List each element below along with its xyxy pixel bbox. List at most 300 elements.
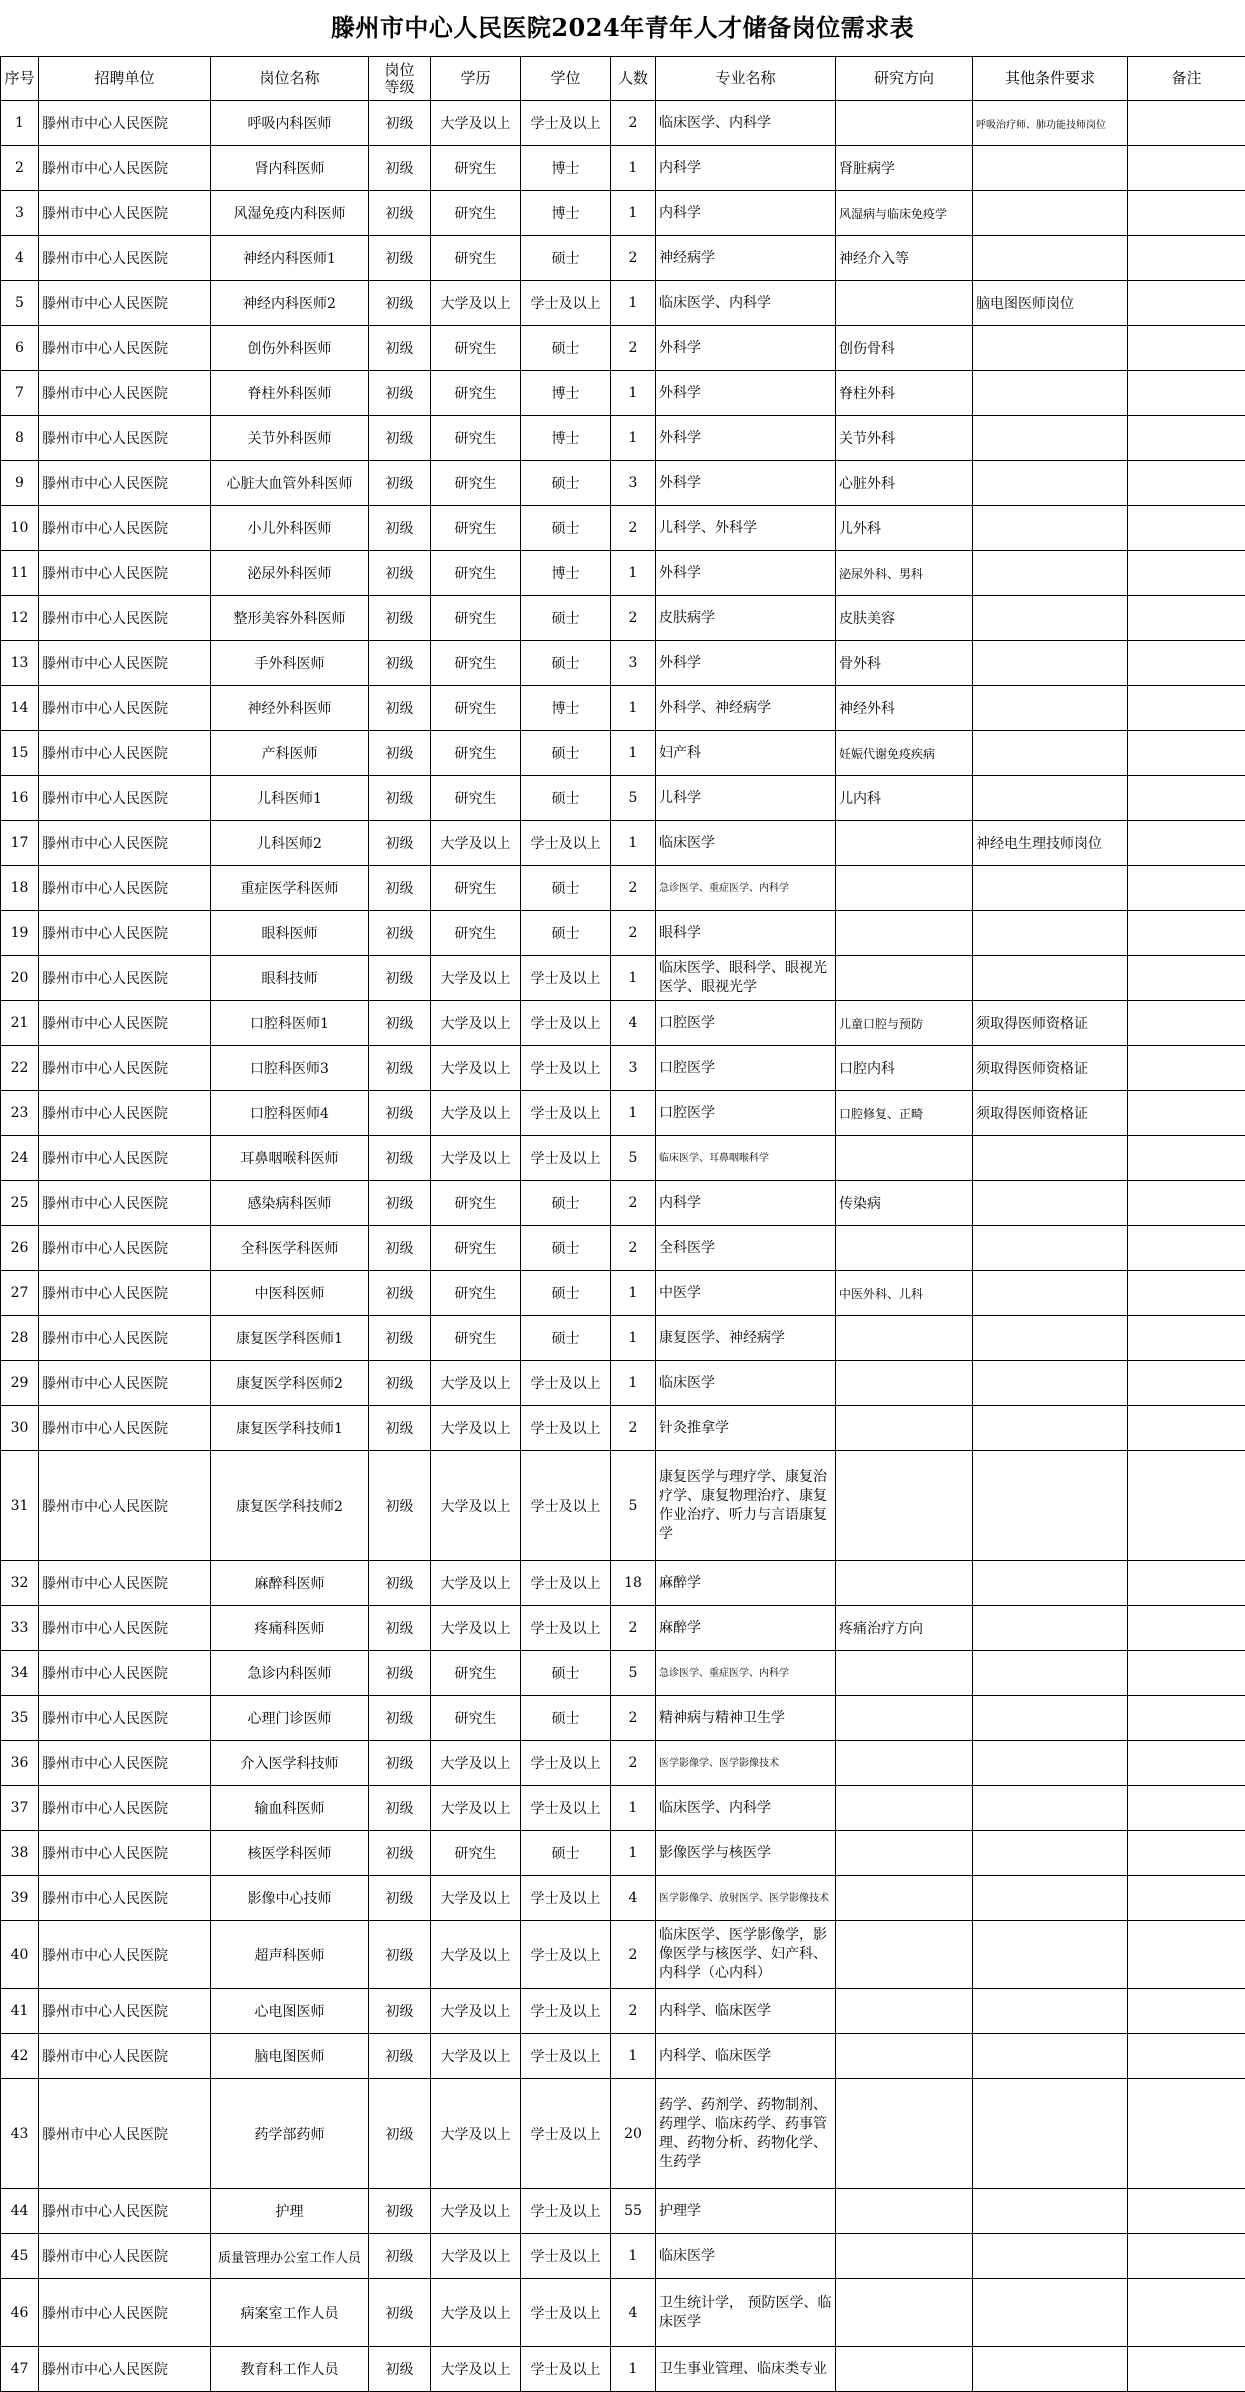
table-cell: 初级 <box>369 2279 431 2347</box>
table-cell: 初级 <box>369 551 431 596</box>
table-cell <box>973 506 1128 551</box>
table-row <box>1 1226 1245 1271</box>
table-cell: 研究生 <box>431 461 521 506</box>
table-cell <box>1128 2347 1245 2392</box>
table-cell: 滕州市中心人民医院 <box>39 911 211 956</box>
table-cell: 35 <box>1 1696 39 1741</box>
table-cell: 初级 <box>369 1561 431 1606</box>
table-cell <box>836 1406 973 1451</box>
table-cell: 皮肤病学 <box>656 596 836 641</box>
table-cell: 护理学 <box>656 2189 836 2234</box>
table-cell <box>1128 1046 1245 1091</box>
table-cell: 口腔修复、正畸 <box>836 1091 973 1136</box>
table-cell: 泌尿外科医师 <box>211 551 369 596</box>
table-cell: 肾脏病学 <box>836 146 973 191</box>
table-cell: 硕士 <box>521 1316 611 1361</box>
table-cell: 康复医学科医师2 <box>211 1361 369 1406</box>
table-cell: 初级 <box>369 1451 431 1561</box>
table-cell: 学士及以上 <box>521 1451 611 1561</box>
table-cell <box>1128 146 1245 191</box>
table-cell: 研究生 <box>431 866 521 911</box>
table-cell: 滕州市中心人民医院 <box>39 2347 211 2392</box>
table-cell <box>836 956 973 1001</box>
table-cell: 关节外科医师 <box>211 416 369 461</box>
table-cell <box>1128 776 1245 821</box>
table-cell: 硕士 <box>521 1181 611 1226</box>
table-cell: 18 <box>1 866 39 911</box>
table-cell: 滕州市中心人民医院 <box>39 956 211 1001</box>
table-cell: 3 <box>611 1046 656 1091</box>
table-cell <box>836 1786 973 1831</box>
table-cell: 5 <box>611 1651 656 1696</box>
table-cell <box>836 1136 973 1181</box>
table-cell: 2 <box>611 1989 656 2034</box>
table-cell: 脑电图医师岗位 <box>973 281 1128 326</box>
table-cell <box>836 1561 973 1606</box>
table-cell: 初级 <box>369 191 431 236</box>
table-cell: 23 <box>1 1091 39 1136</box>
table-cell: 大学及以上 <box>431 1001 521 1046</box>
table-cell: 须取得医师资格证 <box>973 1046 1128 1091</box>
table-cell: 滕州市中心人民医院 <box>39 506 211 551</box>
table-cell <box>973 1876 1128 1921</box>
table-cell: 学士及以上 <box>521 1921 611 1989</box>
table-cell: 2 <box>611 1741 656 1786</box>
table-cell: 针灸推拿学 <box>656 1406 836 1451</box>
table-cell <box>1128 2234 1245 2279</box>
table-cell <box>973 2234 1128 2279</box>
table-cell: 1 <box>611 191 656 236</box>
table-cell: 1 <box>611 686 656 731</box>
table-row <box>1 866 1245 911</box>
table-cell: 大学及以上 <box>431 1046 521 1091</box>
table-row <box>1 1271 1245 1316</box>
table-cell <box>1128 731 1245 776</box>
table-cell: 全科医学科医师 <box>211 1226 369 1271</box>
table-cell: 滕州市中心人民医院 <box>39 1696 211 1741</box>
table-cell: 20 <box>611 2079 656 2189</box>
table-cell: 博士 <box>521 416 611 461</box>
table-cell <box>836 821 973 866</box>
table-cell: 硕士 <box>521 911 611 956</box>
table-cell: 38 <box>1 1831 39 1876</box>
table-cell: 2 <box>611 326 656 371</box>
table-cell: 临床医学 <box>656 1361 836 1406</box>
table-cell: 儿科医师2 <box>211 821 369 866</box>
table-cell: 骨外科 <box>836 641 973 686</box>
table-cell: 2 <box>1 146 39 191</box>
table-cell <box>1128 641 1245 686</box>
table-cell: 外科学 <box>656 641 836 686</box>
table-cell: 滕州市中心人民医院 <box>39 191 211 236</box>
table-cell: 15 <box>1 731 39 776</box>
table-cell: 心脏外科 <box>836 461 973 506</box>
table-cell: 学士及以上 <box>521 2234 611 2279</box>
table-cell: 初级 <box>369 956 431 1001</box>
table-cell: 大学及以上 <box>431 1989 521 2034</box>
table-cell: 研究生 <box>431 1831 521 1876</box>
table-cell: 初级 <box>369 911 431 956</box>
table-cell: 整形美容外科医师 <box>211 596 369 641</box>
table-cell: 中医外科、儿科 <box>836 1271 973 1316</box>
table-cell <box>973 1226 1128 1271</box>
table-cell: 2 <box>611 911 656 956</box>
table-cell: 创伤骨科 <box>836 326 973 371</box>
table-cell: 初级 <box>369 2034 431 2079</box>
table-cell: 3 <box>611 461 656 506</box>
table-cell: 硕士 <box>521 1831 611 1876</box>
table-row <box>1 506 1245 551</box>
table-cell: 中医学 <box>656 1271 836 1316</box>
table-cell: 医学影像学、医学影像技术 <box>656 1741 836 1786</box>
table-cell: 30 <box>1 1406 39 1451</box>
table-cell: 滕州市中心人民医院 <box>39 1606 211 1651</box>
table-cell: 创伤外科医师 <box>211 326 369 371</box>
table-cell: 大学及以上 <box>431 1406 521 1451</box>
table-cell: 大学及以上 <box>431 2279 521 2347</box>
table-cell <box>973 461 1128 506</box>
table-cell <box>973 1361 1128 1406</box>
table-cell: 神经内科医师1 <box>211 236 369 281</box>
table-cell: 5 <box>1 281 39 326</box>
table-cell <box>1128 1271 1245 1316</box>
table-row <box>1 596 1245 641</box>
table-cell: 手外科医师 <box>211 641 369 686</box>
table-cell: 7 <box>1 371 39 416</box>
table-cell <box>1128 596 1245 641</box>
table-cell: 研究生 <box>431 371 521 416</box>
table-cell <box>973 1921 1128 1989</box>
table-cell <box>836 1696 973 1741</box>
table-cell <box>973 731 1128 776</box>
table-cell: 47 <box>1 2347 39 2392</box>
table-cell <box>973 416 1128 461</box>
table-cell: 3 <box>611 641 656 686</box>
table-cell: 学士及以上 <box>521 2279 611 2347</box>
table-cell: 康复医学与理疗学、康复治疗学、康复物理治疗、康复作业治疗、听力与言语康复学 <box>656 1451 836 1561</box>
table-cell: 滕州市中心人民医院 <box>39 461 211 506</box>
table-cell: 1 <box>611 551 656 596</box>
table-cell: 滕州市中心人民医院 <box>39 1921 211 1989</box>
table-cell: 儿童口腔与预防 <box>836 1001 973 1046</box>
table-cell <box>836 2079 973 2189</box>
table-cell <box>1128 1741 1245 1786</box>
table-row <box>1 1361 1245 1406</box>
table-cell: 儿科学 <box>656 776 836 821</box>
table-cell: 外科学、神经病学 <box>656 686 836 731</box>
table-cell: 研究生 <box>431 551 521 596</box>
table-cell: 重症医学科医师 <box>211 866 369 911</box>
table-cell: 初级 <box>369 371 431 416</box>
table-cell <box>973 2279 1128 2347</box>
header-row <box>1 57 1245 101</box>
table-cell: 妇产科 <box>656 731 836 776</box>
table-cell: 滕州市中心人民医院 <box>39 1316 211 1361</box>
table-cell <box>1128 371 1245 416</box>
table-cell: 临床医学、医学影像学，影像医学与核医学、妇产科、内科学（心内科） <box>656 1921 836 1989</box>
table-cell: 研究生 <box>431 731 521 776</box>
table-row <box>1 101 1245 146</box>
table-cell: 全科医学 <box>656 1226 836 1271</box>
table-cell: 硕士 <box>521 641 611 686</box>
header-cell: 其他条件要求 <box>973 57 1128 101</box>
table-cell: 卫生事业管理、临床类专业 <box>656 2347 836 2392</box>
table-cell: 1 <box>611 1361 656 1406</box>
table-cell: 初级 <box>369 1271 431 1316</box>
table-cell: 33 <box>1 1606 39 1651</box>
table-cell: 研究生 <box>431 1181 521 1226</box>
table-cell: 学士及以上 <box>521 2347 611 2392</box>
table-cell: 2 <box>611 1226 656 1271</box>
table-cell: 学士及以上 <box>521 2189 611 2234</box>
table-cell: 大学及以上 <box>431 1451 521 1561</box>
table-cell: 滕州市中心人民医院 <box>39 1226 211 1271</box>
table-cell: 初级 <box>369 101 431 146</box>
table-cell <box>973 236 1128 281</box>
table-row <box>1 1406 1245 1451</box>
table-row <box>1 1606 1245 1651</box>
table-cell: 18 <box>611 1561 656 1606</box>
table-cell: 大学及以上 <box>431 2347 521 2392</box>
table-cell: 16 <box>1 776 39 821</box>
table-cell <box>1128 1001 1245 1046</box>
table-cell: 初级 <box>369 1136 431 1181</box>
table-cell: 研究生 <box>431 596 521 641</box>
table-cell: 研究生 <box>431 1271 521 1316</box>
table-cell: 泌尿外科、男科 <box>836 551 973 596</box>
table-cell: 硕士 <box>521 776 611 821</box>
table-cell: 5 <box>611 776 656 821</box>
table-cell: 外科学 <box>656 371 836 416</box>
table-row <box>1 2189 1245 2234</box>
table-cell <box>973 1136 1128 1181</box>
table-cell: 外科学 <box>656 326 836 371</box>
table-cell: 研究生 <box>431 1226 521 1271</box>
table-row <box>1 1451 1245 1561</box>
table-cell: 神经外科 <box>836 686 973 731</box>
table-cell <box>1128 1921 1245 1989</box>
table-cell: 神经介入等 <box>836 236 973 281</box>
table-row <box>1 461 1245 506</box>
table-cell <box>973 956 1128 1001</box>
table-cell: 初级 <box>369 1316 431 1361</box>
header-cell: 研究方向 <box>836 57 973 101</box>
table-cell: 硕士 <box>521 731 611 776</box>
table-cell <box>973 146 1128 191</box>
table-cell <box>973 641 1128 686</box>
table-cell: 2 <box>611 866 656 911</box>
table-cell: 大学及以上 <box>431 1091 521 1136</box>
table-cell <box>836 2234 973 2279</box>
table-cell: 研究生 <box>431 776 521 821</box>
table-cell: 研究生 <box>431 1316 521 1361</box>
table-cell: 25 <box>1 1181 39 1226</box>
table-cell: 学士及以上 <box>521 956 611 1001</box>
table-cell <box>973 1831 1128 1876</box>
table-cell: 博士 <box>521 191 611 236</box>
table-cell: 8 <box>1 416 39 461</box>
table-cell <box>1128 506 1245 551</box>
table-cell: 风湿免疫内科医师 <box>211 191 369 236</box>
table-cell <box>1128 236 1245 281</box>
table-cell: 滕州市中心人民医院 <box>39 1406 211 1451</box>
table-cell: 眼科学 <box>656 911 836 956</box>
table-cell: 硕士 <box>521 1651 611 1696</box>
table-cell: 口腔医学 <box>656 1091 836 1136</box>
table-cell: 滕州市中心人民医院 <box>39 371 211 416</box>
table-cell: 1 <box>611 2034 656 2079</box>
table-cell: 麻醉学 <box>656 1561 836 1606</box>
header-cell: 岗位等级 <box>369 57 431 101</box>
table-row <box>1 821 1245 866</box>
table-cell: 临床医学、眼科学、眼视光医学、眼视光学 <box>656 956 836 1001</box>
table-cell: 1 <box>611 371 656 416</box>
table-cell <box>1128 326 1245 371</box>
table-row <box>1 1989 1245 2034</box>
table-cell: 34 <box>1 1651 39 1696</box>
table-cell <box>973 1696 1128 1741</box>
table-cell: 滕州市中心人民医院 <box>39 146 211 191</box>
table-cell: 麻醉科医师 <box>211 1561 369 1606</box>
table-cell: 博士 <box>521 686 611 731</box>
table-cell: 17 <box>1 821 39 866</box>
table-cell: 硕士 <box>521 461 611 506</box>
table-cell: 1 <box>611 146 656 191</box>
table-cell <box>836 1876 973 1921</box>
table-cell: 研究生 <box>431 236 521 281</box>
header-cell: 序号 <box>1 57 39 101</box>
table-cell: 学士及以上 <box>521 1786 611 1831</box>
table-cell: 4 <box>1 236 39 281</box>
table-cell <box>836 1741 973 1786</box>
table-cell: 病案室工作人员 <box>211 2279 369 2347</box>
table-cell: 急诊医学、重症医学、内科学 <box>656 1651 836 1696</box>
table-cell <box>1128 1876 1245 1921</box>
table-cell: 学士及以上 <box>521 821 611 866</box>
table-cell: 口腔医学 <box>656 1046 836 1091</box>
table-cell: 精神病与精神卫生学 <box>656 1696 836 1741</box>
table-cell: 36 <box>1 1741 39 1786</box>
table-row <box>1 1181 1245 1226</box>
table-cell: 疼痛科医师 <box>211 1606 369 1651</box>
table-cell <box>1128 1316 1245 1361</box>
table-row <box>1 686 1245 731</box>
table-cell: 呼吸内科医师 <box>211 101 369 146</box>
table-cell: 麻醉学 <box>656 1606 836 1651</box>
table-cell: 11 <box>1 551 39 596</box>
header-cell: 人数 <box>611 57 656 101</box>
table-cell <box>1128 1606 1245 1651</box>
table-cell: 药学、药剂学、药物制剂、药理学、临床药学、药事管理、药物分析、药物化学、生药学 <box>656 2079 836 2189</box>
table-cell: 教育科工作人员 <box>211 2347 369 2392</box>
table-cell <box>1128 2079 1245 2189</box>
table-cell: 滕州市中心人民医院 <box>39 731 211 776</box>
table-cell: 2 <box>611 1181 656 1226</box>
table-cell: 临床医学、耳鼻咽喉科学 <box>656 1136 836 1181</box>
table-cell: 13 <box>1 641 39 686</box>
table-cell <box>1128 866 1245 911</box>
table-cell: 学士及以上 <box>521 1561 611 1606</box>
table-cell: 口腔科医师1 <box>211 1001 369 1046</box>
table-cell: 滕州市中心人民医院 <box>39 236 211 281</box>
table-cell: 滕州市中心人民医院 <box>39 1091 211 1136</box>
table-cell: 滕州市中心人民医院 <box>39 2034 211 2079</box>
table-row <box>1 326 1245 371</box>
table-cell: 风湿病与临床免疫学 <box>836 191 973 236</box>
table-cell: 12 <box>1 596 39 641</box>
header-cell: 学位 <box>521 57 611 101</box>
table-cell: 大学及以上 <box>431 101 521 146</box>
table-cell <box>973 371 1128 416</box>
table-cell: 质量管理办公室工作人员 <box>211 2234 369 2279</box>
table-cell: 核医学科医师 <box>211 1831 369 1876</box>
table-cell: 硕士 <box>521 596 611 641</box>
table-cell: 4 <box>611 1876 656 1921</box>
table-cell: 初级 <box>369 1091 431 1136</box>
table-cell: 内科学 <box>656 146 836 191</box>
table-cell: 滕州市中心人民医院 <box>39 2279 211 2347</box>
table-cell: 产科医师 <box>211 731 369 776</box>
table-cell: 滕州市中心人民医院 <box>39 1361 211 1406</box>
table-cell: 55 <box>611 2189 656 2234</box>
table-cell <box>836 1989 973 2034</box>
table-cell: 初级 <box>369 1876 431 1921</box>
table-cell: 初级 <box>369 1606 431 1651</box>
table-cell: 26 <box>1 1226 39 1271</box>
table-body <box>1 101 1245 2392</box>
table-cell: 脊柱外科医师 <box>211 371 369 416</box>
header-cell: 备注 <box>1128 57 1245 101</box>
table-cell: 31 <box>1 1451 39 1561</box>
table-cell: 滕州市中心人民医院 <box>39 596 211 641</box>
table-cell: 滕州市中心人民医院 <box>39 821 211 866</box>
table-cell: 5 <box>611 1136 656 1181</box>
table-cell <box>1128 1696 1245 1741</box>
table-cell <box>1128 1136 1245 1181</box>
table-cell: 脊柱外科 <box>836 371 973 416</box>
table-cell: 滕州市中心人民医院 <box>39 1741 211 1786</box>
table-cell: 10 <box>1 506 39 551</box>
table-cell: 小儿外科医师 <box>211 506 369 551</box>
table-cell: 初级 <box>369 236 431 281</box>
header-cell: 专业名称 <box>656 57 836 101</box>
table-cell <box>1128 821 1245 866</box>
table-cell: 初级 <box>369 1921 431 1989</box>
table-cell: 初级 <box>369 416 431 461</box>
table-cell <box>1128 1651 1245 1696</box>
table-cell: 大学及以上 <box>431 1786 521 1831</box>
table-cell: 研究生 <box>431 1696 521 1741</box>
table-cell: 超声科医师 <box>211 1921 369 1989</box>
table-cell <box>1128 281 1245 326</box>
table-cell <box>1128 911 1245 956</box>
table-cell: 滕州市中心人民医院 <box>39 776 211 821</box>
table-cell <box>973 551 1128 596</box>
table-cell: 1 <box>611 821 656 866</box>
table-cell: 中医科医师 <box>211 1271 369 1316</box>
table-cell: 研究生 <box>431 416 521 461</box>
table-cell: 初级 <box>369 146 431 191</box>
table-cell: 外科学 <box>656 461 836 506</box>
table-cell: 大学及以上 <box>431 1606 521 1651</box>
table-cell: 学士及以上 <box>521 1606 611 1651</box>
table-cell <box>836 1651 973 1696</box>
table-cell: 41 <box>1 1989 39 2034</box>
table-cell: 外科学 <box>656 416 836 461</box>
table-cell <box>973 911 1128 956</box>
table-cell: 初级 <box>369 596 431 641</box>
table-cell: 心脏大血管外科医师 <box>211 461 369 506</box>
